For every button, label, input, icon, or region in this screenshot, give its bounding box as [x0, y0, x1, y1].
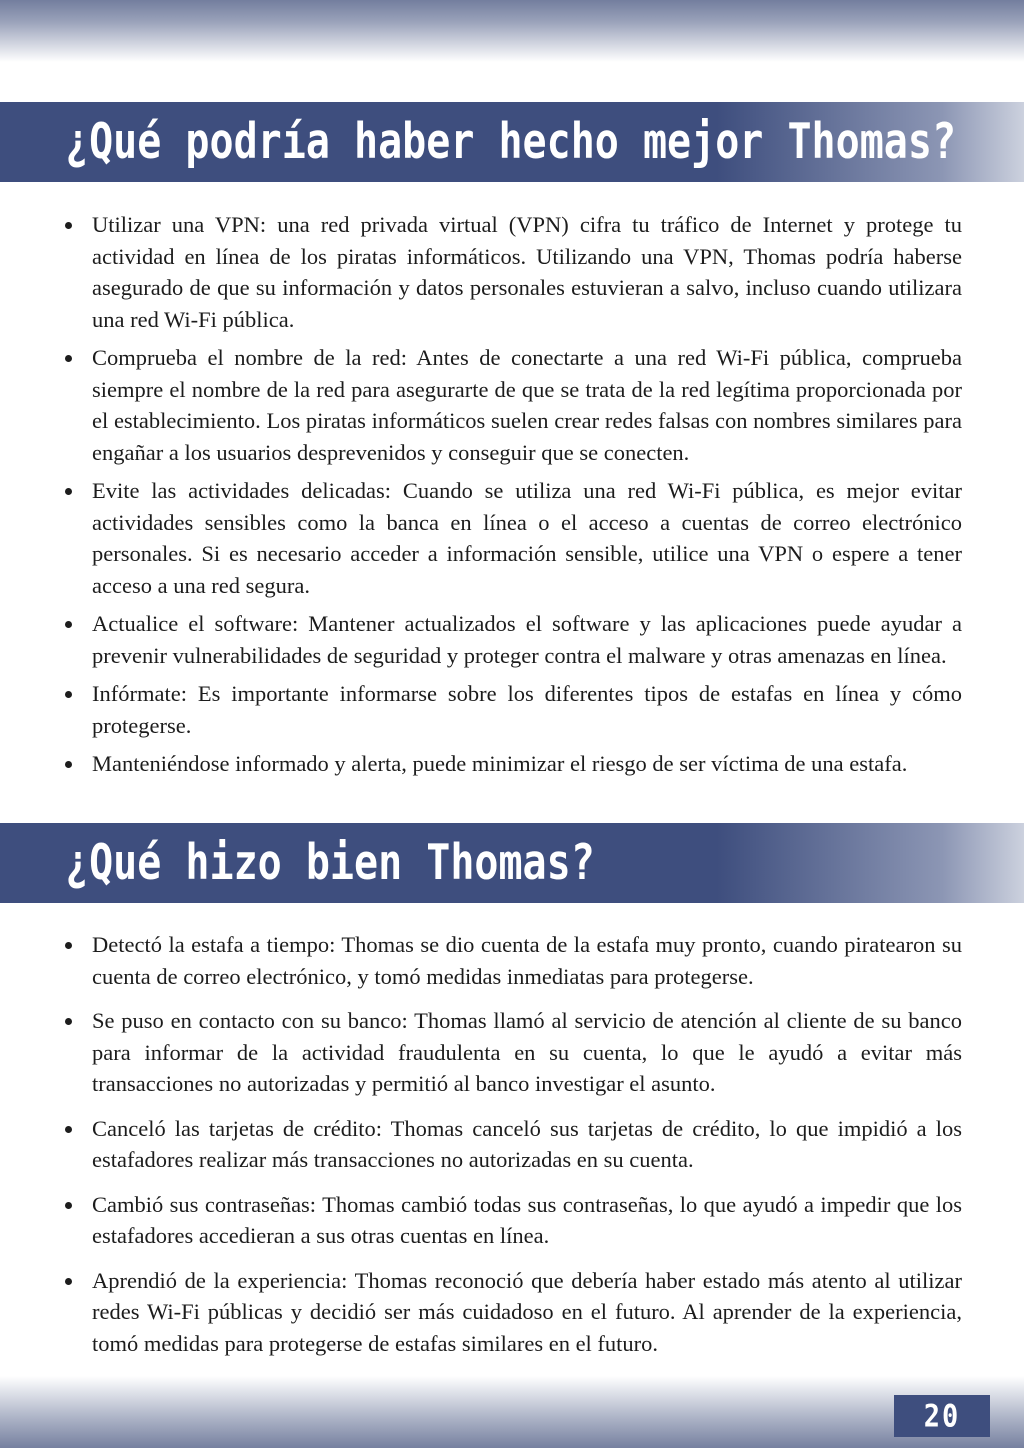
section-title: ¿Qué hizo bien Thomas?	[65, 834, 595, 892]
list-item-text: Detectó la estafa a tiempo: Thomas se dio cuenta de la estafa muy pronto, cuando piratearon su cuenta de correo electrónico, y tomó medidas inmediatas para protegerse.	[92, 932, 962, 989]
list-item-text: Cambió sus contraseñas: Thomas cambió todas sus contraseñas, lo que ayudó a impedir que los estafadores accedieran a sus otras cuentas en línea.	[92, 1191, 962, 1248]
list-item-text: Aprendió de la experiencia: Thomas reconoció que debería haber estado más atento al utilizar redes Wi-Fi públicas y decidió ser más cuidadoso en el futuro. Al aprender de la experiencia, tomó medidas para protegerse de estafas similares en el futuro.	[92, 1267, 962, 1356]
list-item	[65, 209, 962, 335]
bullet-icon	[65, 355, 72, 362]
list-item-text: Canceló las tarjetas de crédito: Thomas canceló sus tarjetas de crédito, lo que impidió a los estafadores realizar más transacciones no autorizadas en su cuenta.	[92, 1115, 962, 1172]
list-item	[65, 678, 962, 741]
bullet-icon	[65, 761, 72, 768]
list-item	[65, 342, 962, 468]
section-title: ¿Qué podría haber hecho mejor Thomas?	[65, 113, 957, 171]
list-item-text: Actualice el software: Mantener actualizados el software y las aplicaciones puede ayudar a prevenir vulnerabilidades de seguridad y proteger contra el malware y otras amenazas en línea.	[92, 611, 962, 668]
bullet-list-improvements	[65, 209, 962, 787]
bullet-icon	[65, 1278, 72, 1285]
bullet-icon	[65, 621, 72, 628]
bullet-icon	[65, 1018, 72, 1025]
page-number-badge	[894, 1395, 990, 1437]
list-item	[65, 929, 962, 992]
bullet-icon	[65, 1202, 72, 1209]
page-bottom-gradient-bar	[0, 1376, 1024, 1448]
list-item	[65, 1189, 962, 1252]
list-item-text: Se puso en contacto con su banco: Thomas llamó al servicio de atención al cliente de su banco para informar de la actividad fraudulenta en su cuenta, lo que le ayudó a evitar más transacciones no autorizadas y permitió al banco investigar el asunto.	[92, 1008, 962, 1096]
page-number: 20	[923, 1398, 961, 1434]
list-item	[65, 748, 962, 780]
bullet-icon	[65, 1126, 72, 1133]
section-header-what-could-thomas-do-better	[0, 102, 1024, 182]
bullet-icon	[65, 222, 72, 229]
list-item	[65, 1005, 962, 1100]
bullet-list-good-actions	[65, 929, 962, 1372]
section-header-what-did-thomas-do-well	[0, 823, 1024, 903]
list-item-text: Manteniéndose informado y alerta, puede minimizar el riesgo de ser víctima de una estafa.	[92, 751, 908, 776]
page-top-gradient-bar	[0, 0, 1024, 62]
list-item-text: Infórmate: Es importante informarse sobre los diferentes tipos de estafas en línea y cómo protegerse.	[92, 681, 962, 738]
list-item	[65, 475, 962, 601]
list-item-text: Evite las actividades delicadas: Cuando se utiliza una red Wi-Fi pública, es mejor evitar actividades sensibles como la banca en línea o el acceso a cuentas de correo electrónico personales. Si es necesario acceder a información sensible, utilice una VPN o espere a tener acceso a una red segura.	[92, 478, 962, 598]
bullet-icon	[65, 488, 72, 495]
list-item-text: Utilizar una VPN: una red privada virtual (VPN) cifra tu tráfico de Internet y protege tu actividad en línea de los piratas informáticos. Utilizando una VPN, Thomas podría haberse asegurado de que su información y datos personales estuvieran a salvo, incluso cuando utilizara una red Wi-Fi pública.	[92, 212, 962, 332]
list-item	[65, 608, 962, 671]
list-item	[65, 1265, 962, 1360]
bullet-icon	[65, 942, 72, 949]
list-item	[65, 1113, 962, 1176]
list-item-text: Comprueba el nombre de la red: Antes de conectarte a una red Wi-Fi pública, comprueba siempre el nombre de la red para asegurarte de que se trata de la red legítima proporcionada por el establecimiento. Los piratas informáticos suelen crear redes falsas con nombres similares para engañar a los usuarios desprevenidos y conseguir que se conecten.	[92, 345, 962, 465]
bullet-icon	[65, 691, 72, 698]
